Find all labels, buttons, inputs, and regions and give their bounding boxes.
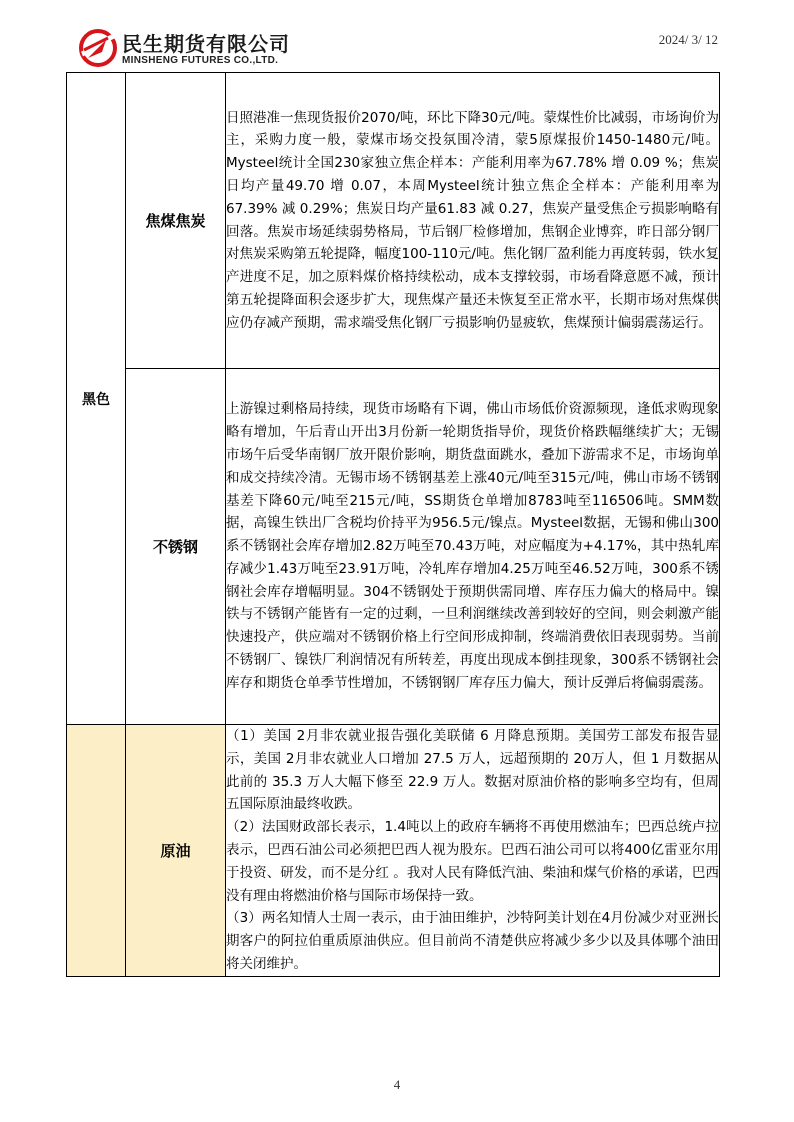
oil-paragraph-2: （2）法国财政部长表示，1.4吨以上的政府车辆将不再使用燃油车；巴西总统卢拉表示，巴西石油公司必须把巴西人视为股东。巴西石油公司可以将400亿雷亚尔用于投资、研发，而不是分红 。我对人民有降低汽油、柴油和煤气价格的承诺，巴西没有理由将燃油价格与国际市场保持一致。 [226,819,719,904]
oil-paragraph-1: （1）美国 2月非农就业报告强化美联储 6 月降息预期。美国劳工部发布报告显示，美国 2月非农就业人口增加 27.5 万人，远超预期的 20万人，但 1 月数据从此前的 35.3 万人大幅下修至 22.9 万人。数据对原油价格的影响多空均有，但周五国际原油最终收跌。 [226,728,719,813]
section-label-black: 黑色 [67,73,126,725]
table-row [67,725,720,977]
row-label-coke: 焦煤焦炭 [126,73,226,369]
oil-paragraph-3: （3）两名知情人士周一表示，由于油田维护，沙特阿美计划在4月份减少对亚洲长期客户的阿拉伯重质原油供应。但目前尚不清楚供应将减少多少以及具体哪个油田将关闭维护。 [226,910,719,972]
page-header [0,0,794,72]
company-name-en: MINSHENG FUTURES CO.,LTD. [122,55,279,66]
row-text-stainless: 上游镍过剩格局持续，现货市场略有下调，佛山市场低价资源频现，逢低求购现象略有增加，午后青山开出3月份新一轮期货指导价，现货价格跌幅继续扩大；无锡市场午后受华南钢厂放开限价影响，期货盘面跳水，叠加下游需求不足，市场询单和成交持续冷清。无锡市场不锈钢基差上涨40元/吨至315元/吨，佛山市场不锈钢基差下降60元/吨至215元/吨，SS期货仓单增加8783吨至116506吨。SMM数据，高镍生铁出厂含税均价持平为956.5元/镍点。Mysteel数据，无锡和佛山300系不锈钢社会库存增加2.82万吨至70.43万吨，对应幅度为+4.17%，其中热轧库存减少1.43万吨至23.91万吨，冷轧库存增加4.25万吨至46.52万吨，300系不锈钢社会库存增幅明显。304不锈钢处于预期供需同增、库存压力偏大的格局中。镍铁与不锈钢产能皆有一定的过剩，一旦利润继续改善到较好的空间，则会刺激产能快速投产，供应端对不锈钢价格上行空间形成抑制，终端消费依旧表现弱势。当前不锈钢厂、镍铁厂利润情况有所转差，再度出现成本倒挂现象，300系不锈钢社会库存和期货仓单季节性增加，不锈钢钢厂库存压力偏大，预计反弹后将偏弱震荡。 [226,369,720,725]
section-label-oil-empty [67,725,126,977]
table-row [67,73,720,369]
company-name-cn: 民生期货有限公司 [122,32,290,56]
minsheng-logo-icon [78,28,118,68]
report-date: 2024/ 3/ 12 [658,32,718,47]
row-label-stainless: 不锈钢 [126,369,226,725]
page-number: 4 [393,1077,401,1092]
row-text-coke: 日照港准一焦现货报价2070/吨，环比下降30元/吨。蒙煤性价比减弱，市场询价为主，采购力度一般，蒙煤市场交投氛围冷清，蒙5原煤报价1450-1480元/吨。Mysteel统计全国230家独立焦企样本：产能利用率为67.78% 增 0.09 %；焦炭日均产量49.70 增 0.07，本周Mysteel统计独立焦企全样本：产能利用率为67.39% 减 0.29%；焦炭日均产量61.83 减 0.27，焦炭产量受焦企亏损影响略有回落。焦炭市场延续弱势格局，节后钢厂检修增加，焦钢企业博弈，昨日部分钢厂对焦炭采购第五轮提降，幅度100-110元/吨。焦化钢厂盈利能力再度转弱，铁水复产进度不足，加之原料煤价格持续松动，成本支撑较弱，市场看降意愿不减，预计第五轮提降面积会逐步扩大，现焦煤产量还未恢复至正常水平，长期市场对焦煤供应仍存减产预期，需求端受焦化钢厂亏损影响仍显疲软，焦煤预计偏弱震荡运行。 [226,73,720,369]
row-text-oil [226,725,720,977]
row-label-oil: 原油 [126,725,226,977]
table-row [67,369,720,725]
commodity-table [66,72,720,977]
